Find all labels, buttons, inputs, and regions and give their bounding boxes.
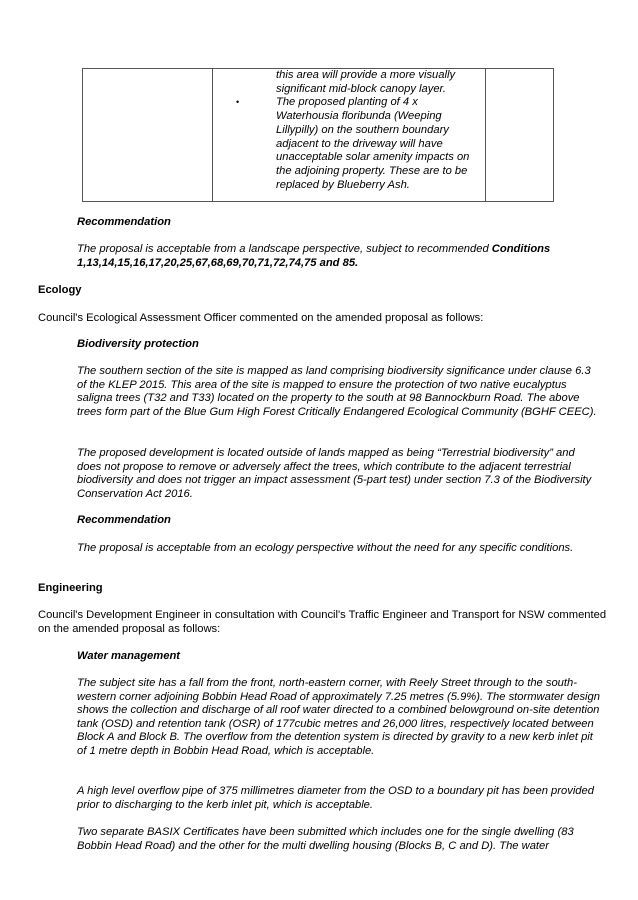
assessment-table (82, 68, 554, 202)
bullet-icon: • (236, 97, 240, 107)
biodiversity-para-2: The proposed development is located outside of lands mapped as being “Terrestrial biodiversity” and does not propose to remove or adversely affect the trees, which contribute to the adjacent terrestrial biodiversity and does not trigger an impact assessment (5-part test) under section 7.3 of the Biodiversity Conservation Act 2016. (77, 447, 592, 500)
landscape-recommendation-text (77, 243, 607, 270)
water-management-para-2: A high level overflow pipe of 375 millimetres diameter from the OSD to a boundary pit has been provided prior to discharging to the kerb inlet pit, which is acceptable. (77, 785, 594, 811)
table-line: unacceptable solar amenity impacts on (276, 151, 470, 164)
table-divider (212, 69, 213, 201)
table-line: this area will provide a more visually (276, 69, 456, 81)
table-cell-text (276, 69, 484, 192)
ecology-recommendation-text: The proposal is acceptable from an ecology perspective without the need for any specific conditions. (77, 542, 574, 554)
table-line: the adjoining property. These are to be (276, 164, 468, 177)
recommendation-text: The proposal is acceptable from a landscape perspective, subject to recommended (77, 243, 492, 255)
water-management-para-1: The subject site has a fall from the front, north-eastern corner, with Reely Street through to the south-western corner adjoining Bobbin Head Road of approximately 7.25 metres (5.9%). The stormwater design shows the collection and discharge of all roof water directed to a combined belowground on-site detention tank (OSD) and retention tank (OSR) of 177cubic metres and 26,000 litres, respectively located between Block A and Block B. The overflow from the detention system is directed by gravity to a new kerb inlet pit of 1 metre depth in Bobbin Head Road, which is acceptable. (77, 677, 600, 757)
ecology-intro: Council's Ecological Assessment Officer commented on the amended proposal as follows: (38, 312, 484, 324)
biodiversity-heading: Biodiversity protection (77, 338, 199, 350)
ecology-recommendation-heading: Recommendation (77, 514, 171, 526)
engineering-heading: Engineering (38, 582, 103, 594)
table-divider (485, 69, 486, 201)
biodiversity-para-1: The southern section of the site is mapped as land comprising biodiversity significance under clause 6.3 of the KLEP 2015. This area of the site is mapped to ensure the protection of two native eucalyptus saligna trees (T32 and T33) located on the property to the south at 98 Bannockburn Road. The above trees form part of the Blue Gum High Forest Critically Endangered Ecological Community (BGHF CEEC). (77, 365, 597, 418)
engineering-intro: Council's Development Engineer in consultation with Council's Traffic Engineer and Transport for NSW commented on the amended proposal as follows: (38, 609, 607, 635)
table-line: adjacent to the driveway will have (276, 137, 443, 150)
conditions-label: Conditions (491, 243, 551, 255)
table-line: replaced by Blueberry Ash. (276, 178, 410, 191)
table-line: Lillypilly) on the southern boundary (276, 123, 449, 136)
table-line: significant mid-block canopy layer. (276, 82, 446, 95)
water-management-para-3: Two separate BASIX Certificates have been submitted which includes one for the single dwelling (83 Bobbin Head Road) and the other for the multi dwelling housing (Blocks B, C and D). The water (77, 826, 574, 852)
conditions-list: 1,13,14,15,16,17,20,25,67,68,69,70,71,72,74,75 and 85. (77, 256, 359, 269)
table-line: The proposed planting of 4 x (276, 96, 418, 109)
water-management-heading: Water management (77, 650, 180, 662)
ecology-heading: Ecology (38, 284, 82, 296)
table-line: Waterhousia floribunda (Weeping (276, 110, 442, 123)
landscape-recommendation-heading: Recommendation (77, 216, 171, 228)
